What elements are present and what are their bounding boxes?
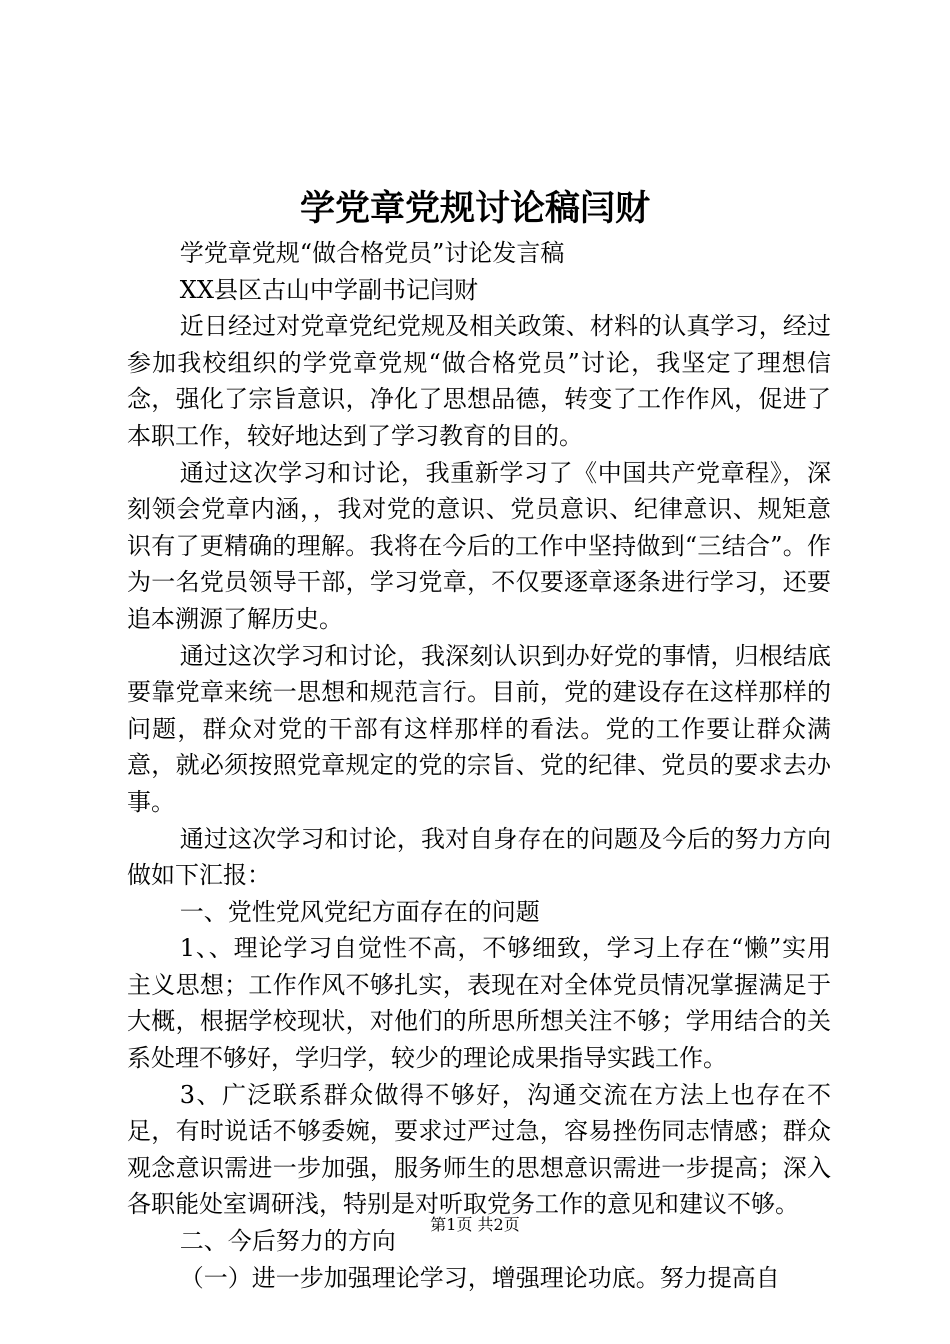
body-paragraph: 通过这次学习和讨论，我重新学习了《中国共产党章程》，深刻领会党章内涵，，我对党的意识、党员意识、纪律意识、规矩意识有了更精确的理解。我将在今后的工作中坚持做到“三结合”。作为一名党员领导干部，学习党章，不仅要逐章逐条进行学习，还要追本溯源了解历史。 xyxy=(127,458,831,633)
body-paragraph: 3、广泛联系群众做得不够好，沟通交流在方法上也存在不足，有时说话不够委婉，要求过严过急，容易挫伤同志情感；群众观念意识需进一步加强，服务师生的思想意识需进一步提高；深入各职能处室调研浅，特别是对听取党务工作的意见和建议不够。 xyxy=(127,1080,831,1219)
subtitle-paragraph: 学党章党规“做合格党员”讨论发言稿 xyxy=(179,239,565,267)
body-paragraph: 1、、理论学习自觉性不高，不够细致，学习上存在“懒”实用主义思想；工作作风不够扎实，表现在对全体党员情况掌握满足于大概，根据学校现状，对他们的所思所想关注不够；学用结合的关系处理不够好，学归学，较少的理论成果指导实践工作。 xyxy=(127,934,831,1073)
body-paragraph: （一）进一步加强理论学习，增强理论功底。努力提高自 xyxy=(179,1263,780,1292)
document-title: 学党章党规讨论稿闫财 xyxy=(299,188,650,229)
page-footer: 第1页 共2页 xyxy=(430,1215,520,1234)
author-paragraph: XX县区古山中学副书记闫财 xyxy=(179,275,478,304)
body-paragraph: 通过这次学习和讨论，我对自身存在的问题及今后的努力方向做如下汇报： xyxy=(127,824,831,890)
document-body xyxy=(127,235,831,1296)
body-paragraph: 近日经过对党章党纪党规及相关政策、材料的认真学习，经过参加我校组织的学党章党规“做合格党员”讨论，我坚定了理想信念，强化了宗旨意识，净化了思想品德，转变了工作作风，促进了本职工作，较好地达到了学习教育的目的。 xyxy=(127,312,831,450)
body-paragraph: 通过这次学习和讨论，我深刻认识到办好党的事情，归根结底要靠党章来统一思想和规范言行。目前，党的建设存在这样那样的问题，群众对党的干部有这样那样的看法。党的工作要让群众满意，就必须按照党章规定的党的宗旨、党的纪律、党员的要求去办事。 xyxy=(127,641,831,816)
section-heading: 一、党性党风党纪方面存在的问题 xyxy=(179,897,540,926)
section-heading: 二、今后努力的方向 xyxy=(179,1227,396,1256)
